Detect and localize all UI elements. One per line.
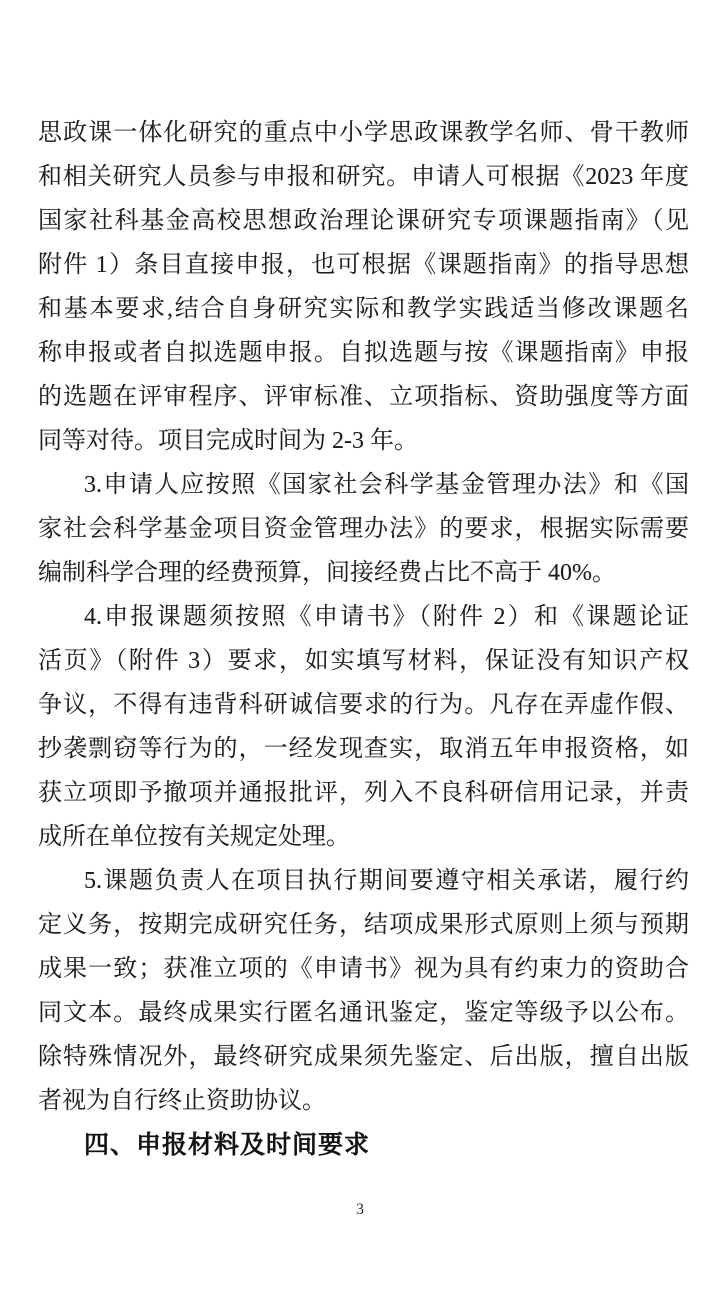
text-line: 附件 1）条目直接申报，也可根据《课题指南》的指导思想	[38, 252, 689, 278]
page-number: 3	[356, 1201, 364, 1218]
text-line: 的选题在评审程序、评审标准、立项指标、资助强度等方面	[38, 384, 689, 410]
text-line: 活页》（附件 3）要求，如实填写材料，保证没有知识产权	[38, 648, 689, 674]
text-line: 和基本要求,结合自身研究实际和教学实践适当修改课题名	[38, 296, 689, 322]
text-line: 抄袭剽窃等行为的，一经发现查实，取消五年申报资格，如	[38, 736, 689, 762]
text-line: 5.课题负责人在项目执行期间要遵守相关承诺，履行约	[84, 868, 689, 894]
text-line: 定义务，按期完成研究任务，结项成果形式原则上须与预期	[38, 912, 689, 938]
text-line: 编制科学合理的经费预算，间接经费占比不高于 40%。	[38, 560, 616, 586]
text-line: 者视为自行终止资助协议。	[38, 1088, 326, 1114]
text-line: 成果一致；获准立项的《申请书》视为具有约束力的资助合	[38, 956, 689, 982]
text-line: 4.申报课题须按照《申请书》（附件 2）和《课题论证	[84, 604, 689, 630]
text-line: 家社会科学基金项目资金管理办法》的要求，根据实际需要	[38, 516, 689, 542]
text-line: 除特殊情况外，最终研究成果须先鉴定、后出版，擅自出版	[38, 1044, 689, 1070]
text-line: 同文本。最终成果实行匿名通讯鉴定，鉴定等级予以公布。	[38, 1000, 689, 1026]
text-line: 获立项即予撤项并通报批评，列入不良科研信用记录，并责	[38, 780, 689, 806]
text-line: 3.申请人应按照《国家社会科学基金管理办法》和《国	[84, 472, 689, 498]
text-line: 称申报或者自拟选题申报。自拟选题与按《课题指南》申报	[38, 340, 689, 366]
text-line: 争议，不得有违背科研诚信要求的行为。凡存在弄虚作假、	[38, 692, 689, 718]
text-line: 国家社科基金高校思想政治理论课研究专项课题指南》（见	[38, 208, 689, 234]
text-line: 和相关研究人员参与申报和研究。申请人可根据《2023 年度	[38, 164, 689, 190]
section-heading: 四、申报材料及时间要求	[84, 1131, 371, 1159]
text-line: 同等对待。项目完成时间为 2-3 年。	[38, 428, 418, 454]
text-line: 思政课一体化研究的重点中小学思政课教学名师、骨干教师	[38, 120, 689, 146]
text-block	[38, 111, 689, 1167]
text-line: 成所在单位按有关规定处理。	[38, 824, 350, 850]
